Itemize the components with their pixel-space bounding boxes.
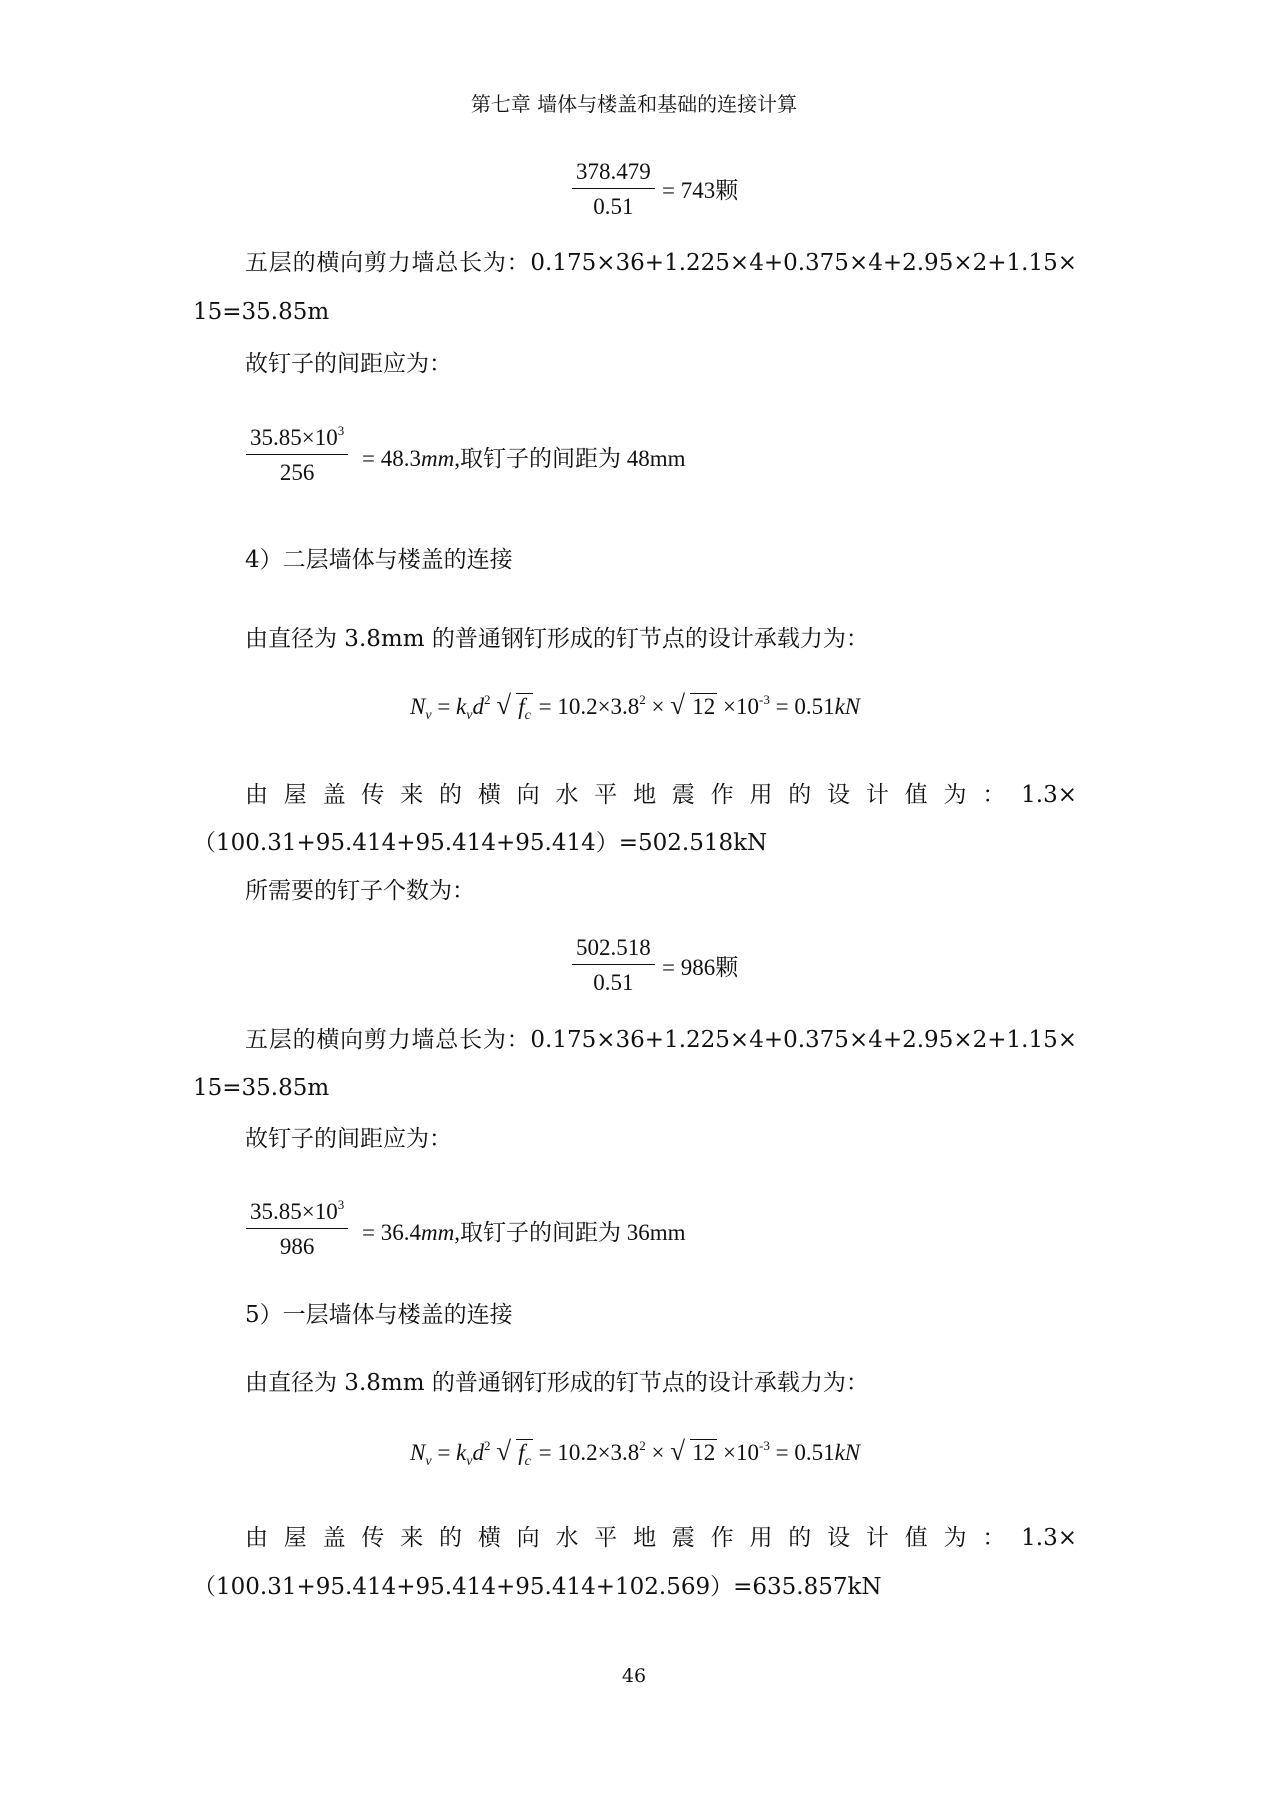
numerator-value: 35.85×10 — [250, 1199, 338, 1224]
paragraph-seismic-line2: （100.31+95.414+95.414+95.414+102.569）=635.857kN — [193, 1574, 882, 1600]
subscript-v: v — [466, 1454, 473, 1469]
equals-sign: = — [431, 694, 457, 719]
symbol-N: N — [410, 694, 426, 719]
paragraph-nail-count-intro: 所需要的钉子个数为： — [245, 878, 475, 904]
page-number: 46 — [621, 1665, 647, 1687]
sqrt-fc — [496, 1436, 533, 1469]
subscript-v: v — [425, 1454, 432, 1469]
result-value: = 0.51 — [769, 1440, 835, 1465]
paragraph-wall-length-line1: 五层的横向剪力墙总长为：0.175×36+1.225×4+0.375×4+2.95×2+1.15× — [245, 250, 1077, 276]
equation-bearing-capacity — [410, 1436, 861, 1469]
exponent-minus-3: -3 — [759, 1438, 770, 1453]
fraction-spacing-2f — [246, 1198, 348, 1261]
result-value: = 0.51 — [769, 694, 835, 719]
chapter-header: 第七章 墙体与楼盖和基础的连接计算 — [470, 92, 798, 116]
symbol-d: d — [472, 1440, 484, 1465]
paragraph-bearing-capacity: 由直径为 3.8mm 的普通钢钉形成的钉节点的设计承载力为： — [245, 1370, 869, 1396]
radical-icon: √ — [670, 690, 686, 720]
numeric-expression: = 10.2×3.8 — [532, 694, 640, 719]
paragraph-seismic-line1: 由屋盖传来的横向水平地震作用的设计值为：1.3× — [245, 782, 1077, 808]
equals-sign: = — [431, 1440, 457, 1465]
radicand — [516, 1439, 533, 1469]
paragraph-wall-length-line2: 15=35.85m — [193, 1075, 330, 1101]
sqrt-12 — [670, 1436, 717, 1466]
fraction-numerator — [246, 424, 348, 452]
fraction-bar — [572, 964, 655, 965]
power-of-ten: ×10 — [717, 1440, 760, 1465]
fraction-nails-5f — [572, 158, 655, 221]
section-heading-5: 5）一层墙体与楼盖的连接 — [245, 1302, 513, 1328]
fraction-numerator — [246, 1198, 348, 1226]
fraction-bar — [246, 454, 348, 455]
exponent-2: 2 — [483, 1438, 491, 1453]
paragraph-spacing-intro: 故钉子的间距应为： — [245, 351, 452, 377]
radicand: 12 — [692, 694, 716, 719]
exponent-minus-3: -3 — [759, 692, 770, 707]
paragraph-bearing-capacity: 由直径为 3.8mm 的普通钢钉形成的钉节点的设计承载力为： — [245, 626, 869, 652]
result-unit: kN — [834, 694, 861, 719]
paragraph-seismic-line2: （100.31+95.414+95.414+95.414）=502.518kN — [193, 830, 768, 856]
fraction-result: = 986颗 — [662, 955, 739, 980]
numerator-exponent: 3 — [337, 1197, 345, 1212]
spacing-result — [362, 1214, 686, 1247]
section-heading-4: 4）二层墙体与楼盖的连接 — [245, 547, 513, 573]
fraction-numerator: 378.479 — [576, 159, 651, 184]
paragraph-seismic-line1: 由屋盖传来的横向水平地震作用的设计值为：1.3× — [245, 1525, 1077, 1551]
result-note: ,取钉子的间距为 48mm — [454, 446, 686, 471]
paragraph-wall-length-line2: 15=35.85m — [193, 299, 330, 325]
paragraph-spacing-intro: 故钉子的间距应为： — [245, 1126, 452, 1152]
radical-icon: √ — [496, 1436, 512, 1466]
fraction-denominator: 0.51 — [593, 194, 634, 219]
symbol-k: k — [456, 1440, 467, 1465]
radical-icon: √ — [670, 1436, 686, 1466]
result-value: = 36.4 — [362, 1220, 421, 1245]
times-sign: × — [645, 1440, 671, 1465]
exponent-2: 2 — [483, 692, 491, 707]
symbol-k: k — [456, 694, 467, 719]
times-sign: × — [645, 694, 671, 719]
fraction-denominator: 0.51 — [593, 970, 634, 995]
result-unit: kN — [834, 1440, 861, 1465]
radicand: 12 — [692, 1440, 716, 1465]
numeric-expression: = 10.2×3.8 — [532, 1440, 640, 1465]
fraction-bar — [572, 188, 655, 189]
fraction-spacing-5f — [246, 424, 348, 487]
radicand — [516, 693, 533, 723]
fraction-nails-2f — [572, 934, 655, 997]
fraction-result: = 743颗 — [662, 178, 739, 203]
symbol-N: N — [410, 1440, 426, 1465]
exponent-2: 2 — [639, 692, 646, 707]
subscript-v: v — [425, 708, 432, 723]
symbol-f: f — [518, 694, 525, 719]
subscript-c: c — [524, 708, 531, 723]
numerator-exponent: 3 — [337, 423, 345, 438]
fraction-bar — [246, 1228, 348, 1229]
spacing-result — [362, 440, 686, 473]
result-value: = 48.3 — [362, 446, 421, 471]
sqrt-12 — [670, 690, 717, 720]
result-note: ,取钉子的间距为 36mm — [454, 1220, 686, 1245]
numerator-value: 35.85×10 — [250, 425, 338, 450]
fraction-denominator: 256 — [279, 460, 315, 485]
result-unit: mm — [420, 1220, 455, 1245]
result-unit: mm — [420, 446, 455, 471]
fraction-denominator: 986 — [279, 1234, 315, 1259]
radical-icon: √ — [496, 690, 512, 720]
power-of-ten: ×10 — [717, 694, 760, 719]
subscript-c: c — [524, 1454, 531, 1469]
paragraph-wall-length-line1: 五层的横向剪力墙总长为：0.175×36+1.225×4+0.375×4+2.95×2+1.15× — [245, 1027, 1077, 1053]
exponent-2: 2 — [639, 1438, 646, 1453]
equation-bearing-capacity — [410, 690, 861, 723]
symbol-f: f — [518, 1440, 525, 1465]
fraction-numerator: 502.518 — [576, 935, 651, 960]
symbol-d: d — [472, 694, 484, 719]
subscript-v: v — [466, 708, 473, 723]
sqrt-fc — [496, 690, 533, 723]
